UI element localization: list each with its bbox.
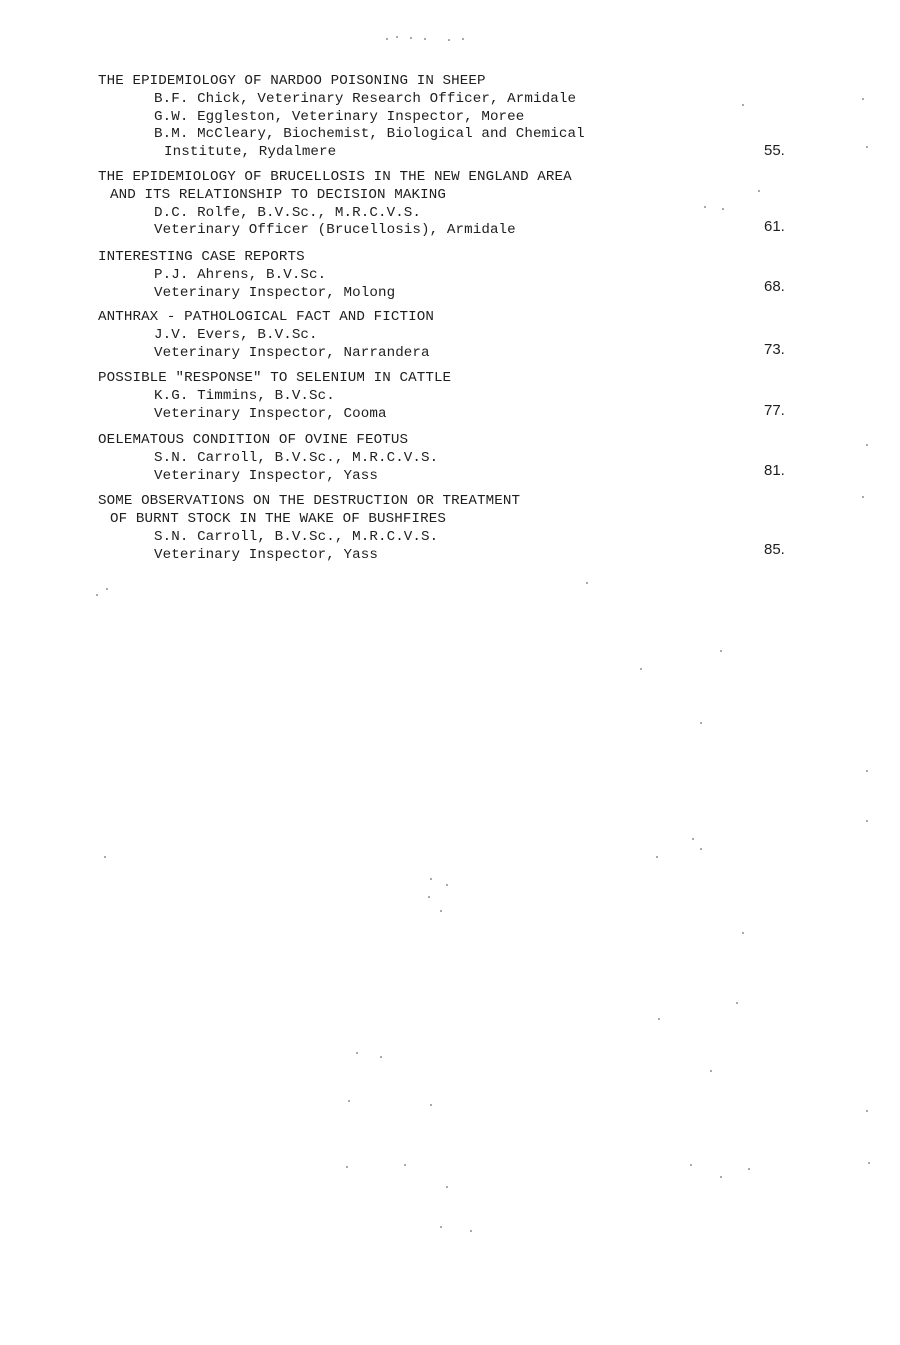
entry-author: B.F. Chick, Veterinary Research Officer, Armidale	[154, 91, 577, 107]
entry-page-number: 73.	[764, 341, 785, 358]
entry-author-continuation: Institute, Rydalmere	[164, 144, 337, 160]
entry-page-number: 81.	[764, 462, 785, 479]
entry-author: J.V. Evers, B.V.Sc.	[154, 327, 318, 343]
entry-author: Veterinary Officer (Brucellosis), Armidale	[154, 222, 516, 238]
entry-page-number: 61.	[764, 218, 785, 235]
entry-author: G.W. Eggleston, Veterinary Inspector, Moree	[154, 109, 525, 125]
entry-author: B.M. McCleary, Biochemist, Biological and Chemical	[154, 126, 585, 142]
entry-author: P.J. Ahrens, B.V.Sc.	[154, 267, 327, 283]
entry-author: Veterinary Inspector, Yass	[154, 468, 378, 484]
entry-author: K.G. Timmins, B.V.Sc.	[154, 388, 335, 404]
entry-title: INTERESTING CASE REPORTS	[98, 249, 305, 265]
entry-title: OELEMATOUS CONDITION OF OVINE FEOTUS	[98, 432, 409, 448]
entry-page-number: 55.	[764, 142, 785, 159]
entry-author: Veterinary Inspector, Yass	[154, 547, 378, 563]
entry-author: D.C. Rolfe, B.V.Sc., M.R.C.V.S.	[154, 205, 422, 221]
entry-title: THE EPIDEMIOLOGY OF NARDOO POISONING IN SHEEP	[98, 73, 486, 89]
entry-title: SOME OBSERVATIONS ON THE DESTRUCTION OR TREATMENT	[98, 493, 521, 509]
entry-page-number: 68.	[764, 278, 785, 295]
entry-title: THE EPIDEMIOLOGY OF BRUCELLOSIS IN THE NEW ENGLAND AREA	[98, 169, 572, 185]
entry-page-number: 77.	[764, 402, 785, 419]
entry-author: S.N. Carroll, B.V.Sc., M.R.C.V.S.	[154, 450, 439, 466]
entry-title: POSSIBLE "RESPONSE" TO SELENIUM IN CATTLE	[98, 370, 452, 386]
entry-page-number: 85.	[764, 541, 785, 558]
entry-author: Veterinary Inspector, Molong	[154, 285, 396, 301]
entry-title: ANTHRAX - PATHOLOGICAL FACT AND FICTION	[98, 309, 434, 325]
entry-author: Veterinary Inspector, Narrandera	[154, 345, 430, 361]
entry-author: S.N. Carroll, B.V.Sc., M.R.C.V.S.	[154, 529, 439, 545]
entry-title-continuation: OF BURNT STOCK IN THE WAKE OF BUSHFIRES	[110, 511, 446, 527]
entry-title-continuation: AND ITS RELATIONSHIP TO DECISION MAKING	[110, 187, 446, 203]
entry-author: Veterinary Inspector, Cooma	[154, 406, 387, 422]
